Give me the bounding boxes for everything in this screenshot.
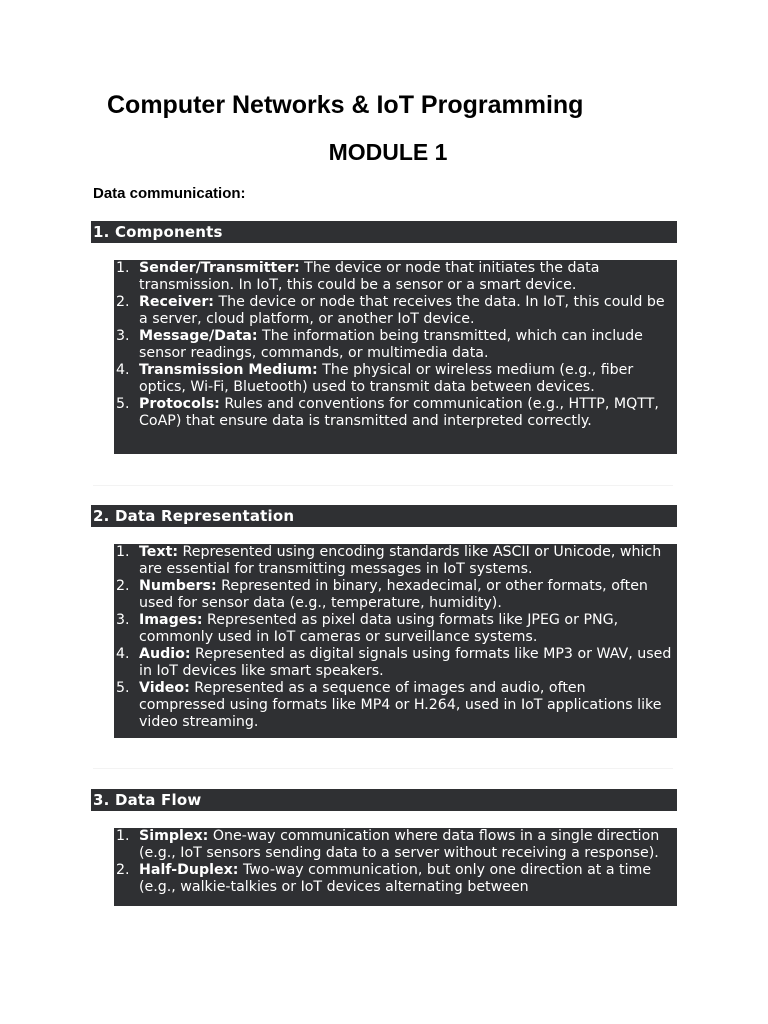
list-item: 4. Audio: Represented as digital signals using formats like MP3 or WAV, used in IoT devices like smart speakers.: [116, 646, 672, 679]
list-item: 2. Numbers: Represented in binary, hexadecimal, or other formats, often used for sensor data (e.g., temperature, humidity).: [116, 578, 648, 611]
list-item: 1. Text: Represented using encoding standards like ASCII or Unicode, which are essential for transmitting messages in IoT systems.: [116, 544, 662, 577]
list-item: 5. Video: Represented as a sequence of images and audio, often compressed using formats like MP4 or H.264, used in IoT applications like video streaming.: [116, 680, 662, 730]
components-list-box: [114, 260, 677, 454]
list-item: 1. Sender/Transmitter: The device or node that initiates the data transmission. In IoT, this could be a sensor or a smart device.: [116, 260, 600, 293]
list-item: 2. Half-Duplex: Two-way communication, but only one direction at a time (e.g., walkie-talkies or IoT devices alternating between: [116, 862, 652, 895]
data-representation-list: [114, 544, 677, 731]
list-item: 4. Transmission Medium: The physical or wireless medium (e.g., fiber optics, Wi-Fi, Bluetooth) used to transmit data between devices.: [116, 362, 634, 395]
module-heading: MODULE 1: [328, 139, 448, 165]
list-item: 1. Simplex: One-way communication where data flows in a single direction (e.g., IoT sensors sending data to a server without receiving a response).: [116, 828, 660, 861]
section-heading-data-flow: 3. Data Flow: [91, 789, 677, 811]
section-heading-components: 1. Components: [91, 221, 677, 243]
data-flow-list-box: [114, 828, 677, 906]
document-title: Computer Networks & IoT Programming: [107, 91, 584, 119]
section-subheading: Data communication:: [93, 185, 246, 202]
list-item: 3. Images: Represented as pixel data using formats like JPEG or PNG, commonly used in IoT cameras or surveillance systems.: [116, 612, 619, 645]
list-item: 5. Protocols: Rules and conventions for communication (e.g., HTTP, MQTT, CoAP) that ensure data is transmitted and interpreted correctly.: [116, 396, 659, 429]
list-item: 2. Receiver: The device or node that receives the data. In IoT, this could be a server, cloud platform, or another IoT device.: [116, 294, 665, 327]
divider: [93, 485, 673, 486]
divider: [93, 768, 673, 769]
data-representation-list-box: [114, 544, 677, 738]
components-list: [114, 260, 677, 430]
list-item: 3. Message/Data: The information being transmitted, which can include sensor readings, commands, or multimedia data.: [116, 328, 643, 361]
section-heading-data-representation: 2. Data Representation: [91, 505, 677, 527]
data-flow-list: [114, 828, 677, 896]
